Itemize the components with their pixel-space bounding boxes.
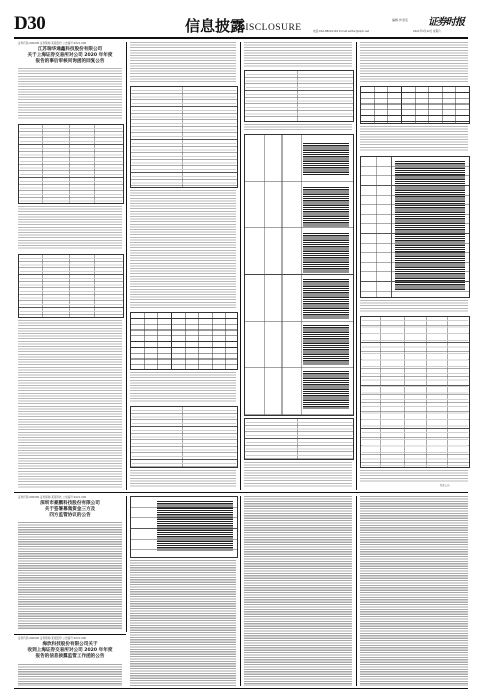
announcement-title-line: 海欣科技股份有限公司关于 [42,642,98,647]
body-text-block [244,462,352,488]
announcement-code-line: 证券代码:000000 证券简称:某某股份 公告编号:2021-000 [18,637,87,640]
body-text-block [130,190,236,308]
table-dense-text [303,233,349,273]
announcement-title [18,47,122,65]
data-table [130,406,238,468]
column-divider [240,496,241,686]
body-text-block [360,300,468,312]
header-rule [14,37,468,39]
data-table [244,134,354,416]
section-rule [14,634,126,635]
announcement-title-line: 关于签署募集资金三方及 [44,507,96,512]
data-table [360,156,470,298]
announcement-code-line: 证券代码:000000 证券简称:某某科技 公告编号:2021-000 [18,496,87,499]
column-divider [126,496,127,632]
announcement-title [18,501,122,519]
contact-line: 电话:010-88201116 E-mail:editor@zqrb.net [313,30,370,33]
announcement-code-line: 证券代码:000000 证券简称:某某股份 公告编号:2021-000 [18,42,87,45]
body-text-block [130,372,236,402]
body-text-block [244,42,352,68]
announcement-title-line: 收到上海证券交易所对公司 2020 年年度 [27,648,113,653]
data-table [244,70,354,122]
body-text-block [244,496,352,686]
data-table [130,496,238,558]
announcement-title-line: 四方监管协议的公告 [49,513,91,518]
table-dense-text [303,143,349,175]
body-text-block [130,42,236,82]
table-dense-text [303,187,349,227]
body-text-block [130,470,236,488]
data-table [18,124,124,204]
date-line: 2021年5月22日 星期六 [413,30,441,33]
announcement-title-line: 关于上海证券交易所对公司 2020 年年度 [27,53,113,58]
data-table [244,418,354,460]
page-header [0,0,484,38]
closing-note: 特此公告。 [440,484,452,487]
table-dense-text [303,371,349,409]
body-text-block [360,470,468,482]
announcement-title-line: 江苏瑞华通鑫科技股份有限公司 [37,47,103,52]
section-title: 信息披露 [185,17,246,35]
body-text-block [244,124,352,132]
page-number: D30 [14,13,46,34]
body-text-block [18,320,122,488]
data-table [360,316,470,468]
announcement-title-line: 报告的事后审核问询函的回复公告 [35,59,105,64]
column-divider [240,42,241,490]
announcement-title-line: 报告的信息披露监管工作函的公告 [35,654,105,659]
section-rule [14,492,468,493]
newspaper-logo: 证券时报 [428,17,464,28]
data-table [360,86,470,124]
table-dense-text [157,501,233,551]
data-table [18,254,124,318]
column-divider [126,42,127,490]
body-text-block [360,496,468,686]
column-divider [356,496,357,686]
data-table [130,86,238,188]
announcement-title [18,642,122,660]
body-text-block [130,560,236,686]
column-divider [356,42,357,490]
table-dense-text [395,161,465,291]
section-title-en: DISCLOSURE [238,23,302,33]
bottom-rule [14,688,468,689]
editor-line: 编辑 作者名 [392,18,408,22]
data-table [130,312,238,370]
announcement-title-line: 深圳市豪鹏科技股份有限公司 [40,501,100,506]
body-text-block [18,664,122,686]
table-dense-text [303,325,349,365]
body-text-block [360,42,468,82]
body-text-block [18,68,122,120]
body-text-block [18,522,122,630]
body-text-block [360,126,468,152]
table-dense-text [303,279,349,319]
body-text-block [18,206,122,250]
